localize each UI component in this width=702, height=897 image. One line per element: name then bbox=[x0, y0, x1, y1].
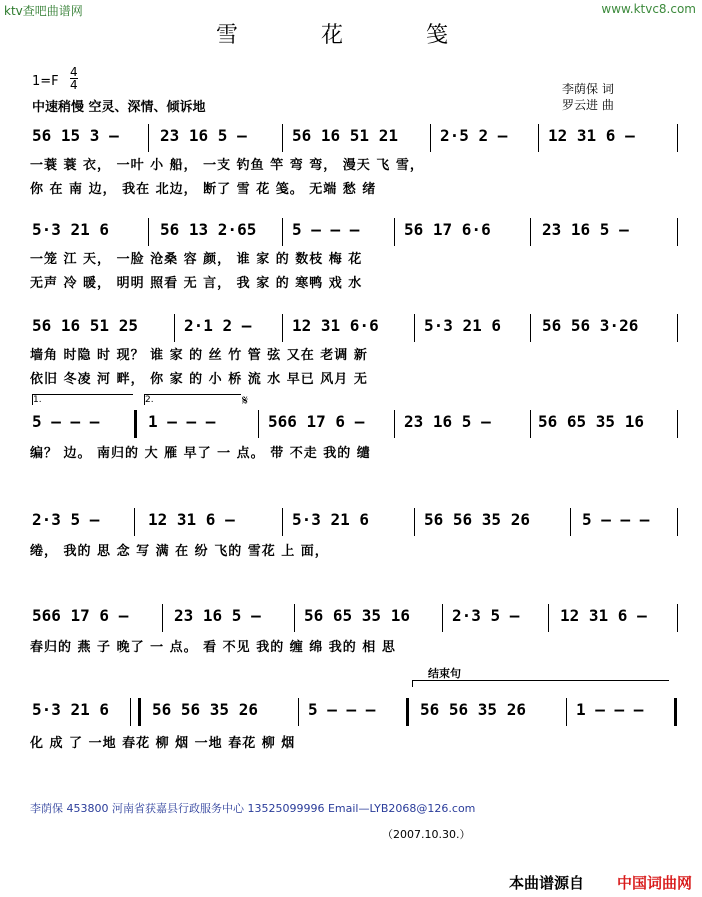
measure: 23 16 5 – bbox=[542, 220, 629, 239]
ending-label: 结束句 bbox=[428, 667, 461, 680]
lyric-line-2: 依旧 冬凌 河 畔， 你 家 的 小 桥 流 水 早已 风月 无 bbox=[30, 372, 368, 387]
measure: 2·3 5 – bbox=[452, 606, 520, 625]
notes-row bbox=[30, 122, 678, 152]
measure: 56 16 51 21 bbox=[292, 126, 398, 145]
measure: 56 65 35 16 bbox=[538, 412, 644, 431]
measure: 56 13 2·65 bbox=[160, 220, 257, 239]
volta-1: 1. bbox=[32, 394, 133, 405]
composer-credit: 罗云进 曲 bbox=[562, 98, 614, 112]
lyric-line-1: 化 成 了 一地 春花 柳 烟 一地 春花 柳 烟 bbox=[30, 736, 296, 751]
tempo-marking: 中速稍慢 空灵、深情、倾诉地 bbox=[32, 100, 206, 115]
measure: 5 – – – bbox=[32, 412, 100, 431]
site-name-top-left[interactable]: ktv查吧曲谱网 bbox=[4, 4, 83, 18]
notes-row bbox=[30, 312, 678, 342]
measure: 56 15 3 – bbox=[32, 126, 119, 145]
measure: 2·3 5 – bbox=[32, 510, 100, 529]
source-site-link[interactable]: 中国词曲网 bbox=[616, 874, 692, 892]
measure: 56 56 35 26 bbox=[420, 700, 526, 719]
lyric-line-1: 墙角 时隐 时 现？ 谁 家 的 丝 竹 管 弦 又在 老调 新 bbox=[30, 348, 368, 363]
time-signature bbox=[70, 66, 78, 91]
lyric-line-1: 绻， 我的 思 念 写 满 在 纷 飞的 雪花 上 面， bbox=[30, 544, 329, 559]
measure: 5 – – – bbox=[582, 510, 650, 529]
measure: 2·1 2 – bbox=[184, 316, 252, 335]
measure: 566 17 6 – bbox=[32, 606, 129, 625]
measure: 2·5 2 – bbox=[440, 126, 508, 145]
measure: 56 56 35 26 bbox=[152, 700, 258, 719]
measure: 5·3 21 6 bbox=[32, 220, 110, 239]
measure: 23 16 5 – bbox=[160, 126, 247, 145]
measure: 56 17 6·6 bbox=[404, 220, 491, 239]
date: （2007.10.30.） bbox=[382, 828, 471, 841]
measure: 5·3 21 6 bbox=[32, 700, 110, 719]
measure: 12 31 6 – bbox=[560, 606, 647, 625]
measure: 566 17 6 – bbox=[268, 412, 365, 431]
measure: 1 – – – bbox=[576, 700, 644, 719]
time-sig-top: 4 bbox=[70, 65, 78, 79]
lyric-line-1: 一笼 江 天， 一脸 沧桑 容 颜， 谁 家 的 数枝 梅 花 bbox=[30, 252, 363, 267]
measure: 12 31 6 – bbox=[548, 126, 635, 145]
measure: 23 16 5 – bbox=[174, 606, 261, 625]
source-label: 本曲谱源自 bbox=[508, 874, 584, 892]
lyric-line-1: 一蓑 蓑 衣， 一叶 小 船， 一支 钓鱼 竿 弯 弯， 漫天 飞 雪， bbox=[30, 158, 424, 173]
segno-icon: 𝄋 bbox=[242, 393, 249, 409]
measure: 56 56 3·26 bbox=[542, 316, 639, 335]
measure: 12 31 6·6 bbox=[292, 316, 379, 335]
measure: 23 16 5 – bbox=[404, 412, 491, 431]
measure: 5·3 21 6 bbox=[424, 316, 502, 335]
measure: 5·3 21 6 bbox=[292, 510, 370, 529]
notes-row bbox=[30, 216, 678, 246]
measure: 56 56 35 26 bbox=[424, 510, 530, 529]
volta-2: 2. bbox=[144, 394, 241, 405]
ending-bracket bbox=[412, 680, 669, 687]
notes-row bbox=[30, 696, 678, 726]
time-sig-bottom: 4 bbox=[70, 78, 78, 92]
notes-row bbox=[30, 506, 678, 536]
lyricist-credit: 李荫保 词 bbox=[562, 82, 614, 96]
measure: 56 65 35 16 bbox=[304, 606, 410, 625]
site-url-top-right[interactable]: www.ktvc8.com bbox=[601, 2, 696, 16]
notes-row bbox=[30, 408, 678, 438]
measure: 5 – – – bbox=[292, 220, 360, 239]
contact-info: 李荫保 453800 河南省获嘉县行政服务中心 13525099996 Email—LYB2068@126.com bbox=[30, 802, 476, 815]
song-title: 雪 花 笺 bbox=[216, 23, 486, 48]
key-signature: 1=F bbox=[32, 74, 59, 89]
lyric-line-2: 你 在 南 边， 我在 北边， 断了 雪 花 笺。 无端 愁 绪 bbox=[30, 182, 377, 197]
lyric-line-1: 编？ 边。 南归的 大 雁 早了 一 点。 带 不走 我的 缱 bbox=[30, 446, 371, 461]
notes-row bbox=[30, 602, 678, 632]
lyric-line-2: 无声 冷 暖， 明明 照看 无 言， 我 家 的 寒鸭 戏 水 bbox=[30, 276, 363, 291]
measure: 12 31 6 – bbox=[148, 510, 235, 529]
measure: 1 – – – bbox=[148, 412, 216, 431]
lyric-line-1: 春归的 燕 子 晚了 一 点。 看 不见 我的 缠 绵 我的 相 思 bbox=[30, 640, 396, 655]
measure: 5 – – – bbox=[308, 700, 376, 719]
measure: 56 16 51 25 bbox=[32, 316, 138, 335]
